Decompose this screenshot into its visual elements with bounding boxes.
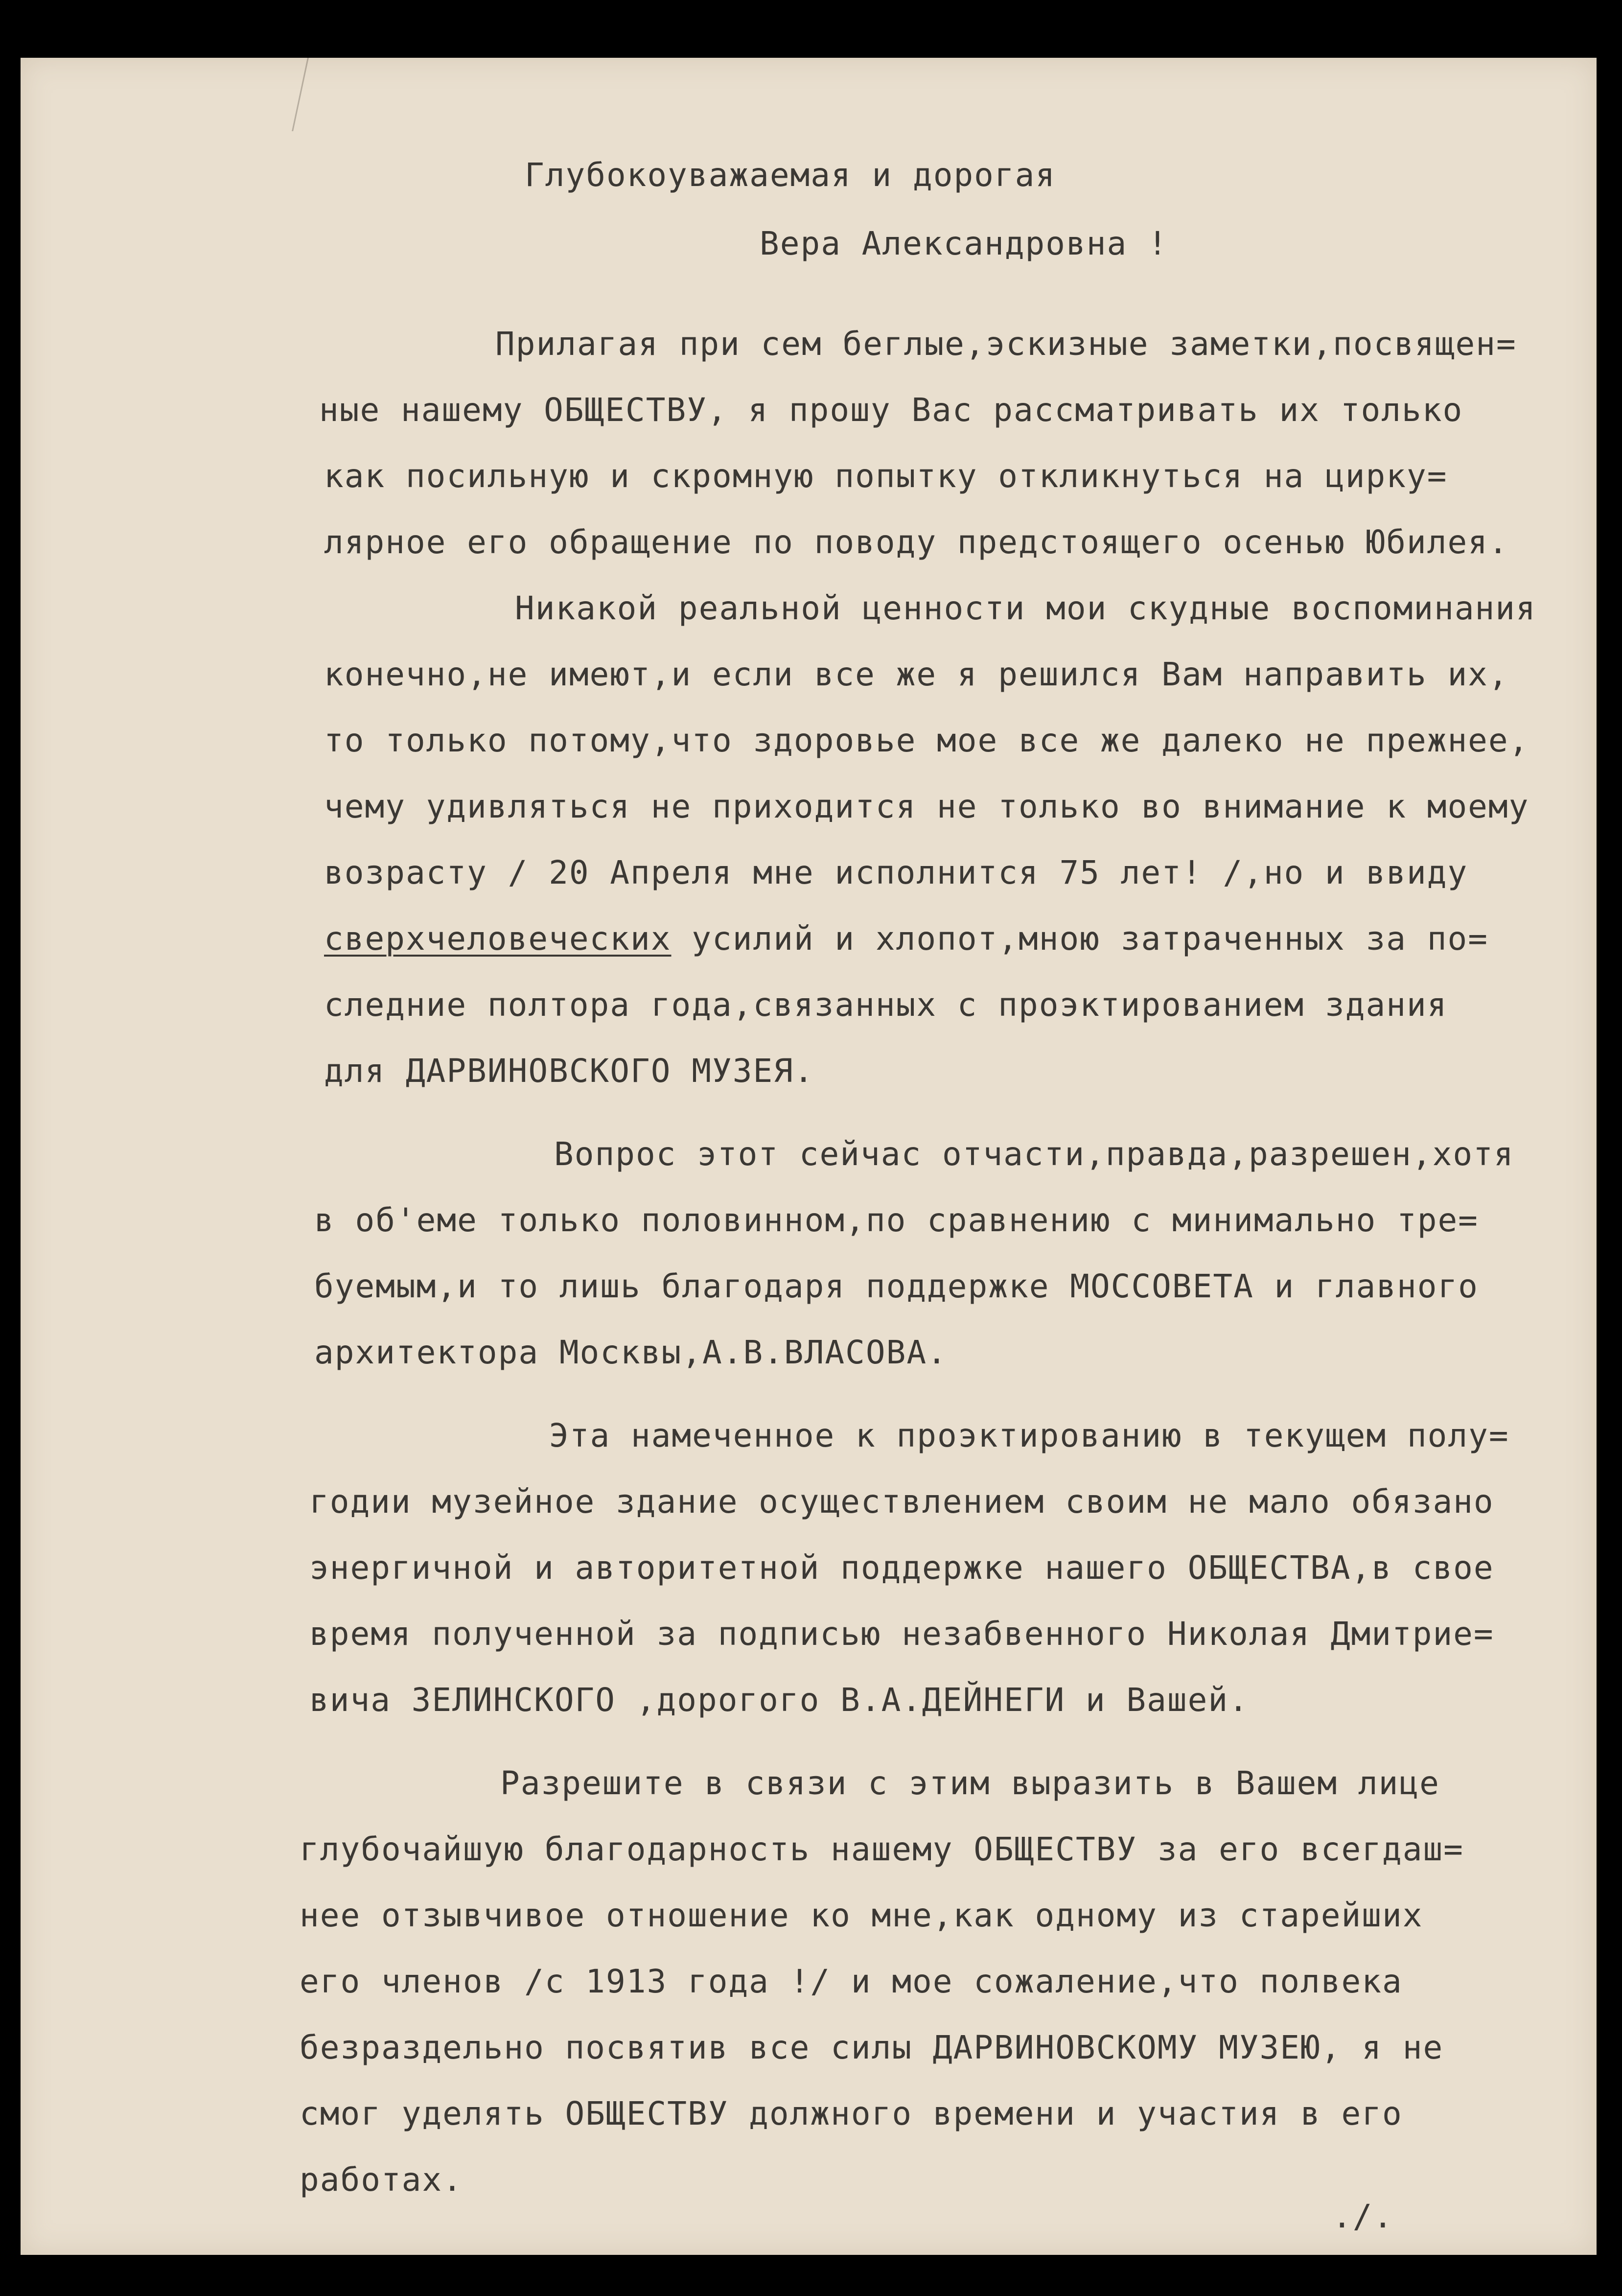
p5-line-1: Разрешите в связи с этим выразить в Вашем лице — [500, 1764, 1440, 1802]
p4-line-3: энергичной и авторитетной поддержке нашего ОБЩЕСТВА,в свое — [309, 1549, 1494, 1587]
p3-line-2: в об'еме только половинном,по сравнению с минимально тре= — [314, 1201, 1479, 1239]
p4-line-4: время полученной за подписью незабвенного Николая Дмитрие= — [309, 1615, 1494, 1653]
p3-line-1: Вопрос этот сейчас отчасти,правда,разрешен,хотя — [554, 1135, 1514, 1173]
p5-line-2: глубочайшую благодарность нашему ОБЩЕСТВУ за его всегдаш= — [300, 1830, 1464, 1868]
salutation-line-2: Вера Александровна ! — [760, 225, 1168, 262]
p3-line-3: буемым,и то лишь благодаря поддержке МОССОВЕТА и главного — [314, 1267, 1479, 1305]
continuation-mark: ./. — [1332, 2198, 1394, 2235]
p1-line-3: как посильную и скромную попытку откликнуться на цирку= — [324, 457, 1448, 495]
salutation-line-1: Глубокоуважаемая и дорогая — [525, 156, 1056, 194]
p1-line-1: Прилагая при сем беглые,эскизные заметки,посвящен= — [495, 325, 1517, 363]
typewritten-letter — [21, 58, 1597, 2255]
p5-line-3: нее отзывчивое отношение ко мне,как одному из старейших — [300, 1897, 1423, 1934]
p5-line-7: работах. — [300, 2161, 463, 2199]
p4-line-2: годии музейное здание осуществлением своим не мало обязано — [309, 1483, 1494, 1521]
paper-sheet — [21, 58, 1597, 2255]
p2-line-1: Никакой реальной ценности мои скудные воспоминания — [515, 589, 1536, 627]
p2-line-6-rest: усилий и хлопот,мною затраченных за по= — [692, 920, 1488, 958]
p4-line-5: вича ЗЕЛИНСКОГО ,дорогого В.А.ДЕЙНЕГИ и Вашей. — [309, 1681, 1249, 1719]
p2-line-4: чему удивляться не приходится не только во внимание к моему — [324, 788, 1529, 825]
underlined-word: сверхчеловеческих — [324, 920, 672, 958]
p5-line-6: смог уделять ОБЩЕСТВУ должного времени и участия в его — [300, 2095, 1403, 2132]
p2-line-5: возрасту / 20 Апреля мне исполнится 75 лет! /,но и ввиду — [324, 854, 1468, 891]
p4-line-1: Эта намеченное к проэктированию в текущем полу= — [549, 1417, 1509, 1454]
p2-line-3: то только потому,что здоровье мое все же далеко не прежнее, — [324, 722, 1529, 759]
p2-line-8: для ДАРВИНОВСКОГО МУЗЕЯ. — [324, 1052, 814, 1090]
p5-line-5: безраздельно посвятив все силы ДАРВИНОВСКОМУ МУЗЕЮ, я не — [300, 2029, 1444, 2066]
pencil-mark — [292, 58, 324, 131]
p1-line-4: лярное его обращение по поводу предстоящего осенью Юбилея. — [324, 523, 1509, 561]
p3-line-4: архитектора Москвы,А.В.ВЛАСОВА. — [314, 1334, 948, 1371]
p5-line-4: его членов /с 1913 года !/ и мое сожаление,что полвека — [300, 1963, 1403, 2000]
p2-line-2: конечно,не имеют,и если все же я решился Вам направить их, — [324, 656, 1509, 693]
p1-line-2: ные нашему ОБЩЕСТВУ, я прошу Вас рассматривать их только — [319, 391, 1463, 429]
p2-line-7: следние полтора года,связанных с проэктированием здания — [324, 986, 1448, 1024]
p2-line-6 — [324, 919, 1488, 959]
